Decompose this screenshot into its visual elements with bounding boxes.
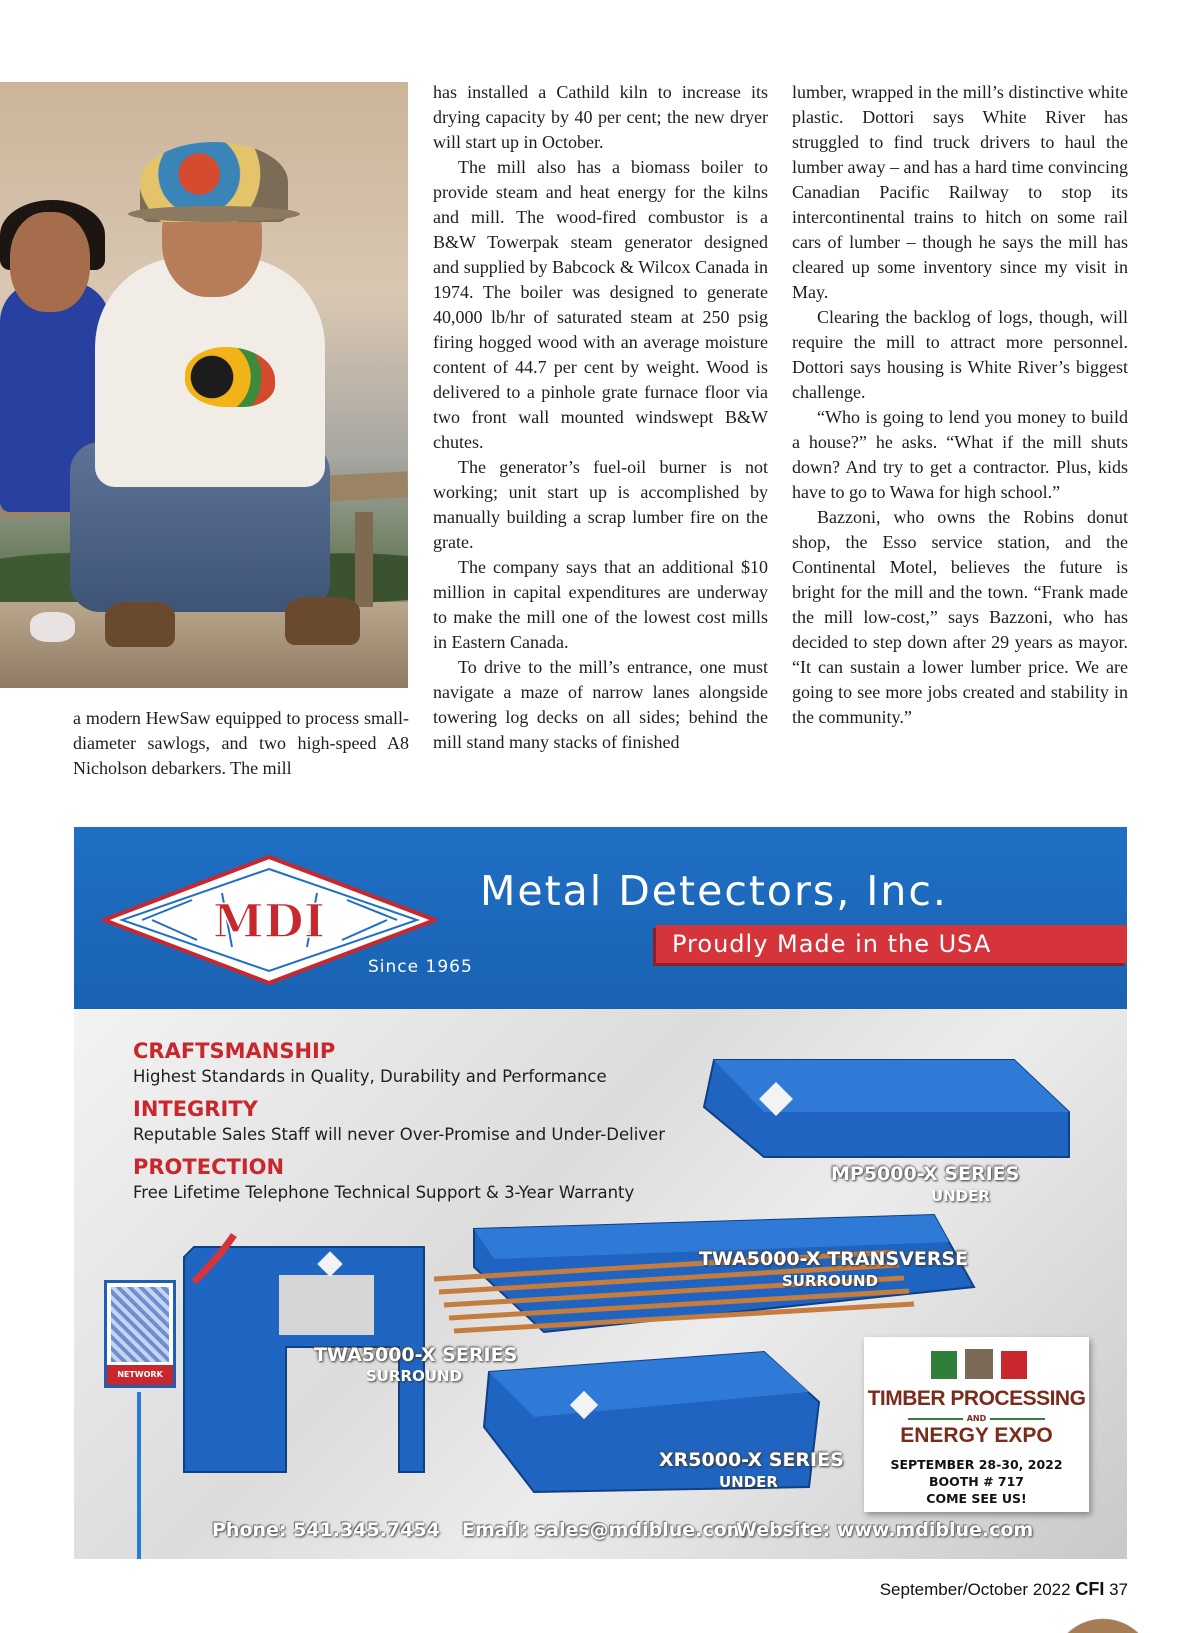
mdi-advertisement[interactable] — [74, 827, 1127, 1559]
photo-boot — [285, 597, 360, 645]
feature-text: Reputable Sales Staff will never Over-Promise and Under-Deliver — [133, 1125, 665, 1144]
sawblade-icon — [1043, 1600, 1163, 1633]
network-cable — [137, 1392, 141, 1559]
magazine-name: CFI — [1075, 1579, 1105, 1599]
twa5000-aperture — [279, 1275, 374, 1335]
issue-date: September/October 2022 — [879, 1580, 1071, 1599]
machine-name: TWA5000-X SERIES — [314, 1344, 518, 1366]
expo-box[interactable] — [864, 1337, 1089, 1512]
machine-type: UNDER — [931, 1187, 990, 1205]
photo-boot — [105, 602, 175, 647]
machine-type: SURROUND — [782, 1272, 879, 1290]
email-link[interactable]: Email: sales@mdiblue.com — [462, 1519, 747, 1541]
article-column-3 — [792, 80, 1128, 730]
paragraph: To drive to the mill’s entrance, one must navigate a maze of narrow lanes alongside towering log decks on all sides; behind the mill stand many stacks of finished — [433, 657, 768, 752]
expo-dates: SEPTEMBER 28-30, 2022 — [890, 1457, 1063, 1472]
page-footer — [880, 1579, 1128, 1600]
article-photo — [0, 82, 408, 688]
photo-sneaker — [30, 612, 75, 642]
phone-link[interactable]: Phone: 541.345.7454 — [212, 1519, 440, 1541]
feature-heading: CRAFTSMANSHIP — [133, 1039, 336, 1063]
expo-title-line1: TIMBER PROCESSING — [867, 1387, 1086, 1410]
machine-type: UNDER — [719, 1473, 778, 1491]
machine-type: SURROUND — [366, 1367, 463, 1385]
paragraph: The company says that an additional $10 million in capital expenditures are underway to make the mill one of the lowest cost mills in Eastern Canada. — [433, 557, 768, 652]
expo-and: AND — [864, 1414, 1089, 1423]
photo-hat-brim — [128, 206, 300, 222]
paragraph: Bazzoni, who owns the Robins donut shop, the Esso service station, and the Continental Motel, believes the future is bright for the mill and the town. “Frank made the mill low-cost,” says Bazzoni, who has decided to step down after 29 years as mayor. “It can sustain a lower lumber price. We are going to see more jobs created and stability in the community.” — [792, 507, 1128, 727]
paragraph: The generator’s fuel-oil burner is not working; unit start up is accomplished by manually building a scrap lumber fire on the grate. — [433, 457, 768, 552]
made-in-usa-text: Proudly Made in the USA — [672, 930, 992, 958]
expo-cta: COME SEE US! — [926, 1491, 1027, 1506]
machine-name: XR5000-X SERIES — [659, 1449, 844, 1471]
paragraph: The mill also has a biomass boiler to provide steam and heat energy for the kilns and mill. The wood-fired combustor is a B&W Towerpak steam generator designed and supplied by Babcock & Wilcox Canada in 1974. The boiler was designed to generate 40,000 lb/hr of saturated steam at 250 psig firing hogged wood with an average moisture content of 44.7 per cent by weight. Wood is delivered to a pinhole grate furnace floor via two front wall mounted windswept B&W chutes. — [433, 157, 768, 452]
feature-heading: PROTECTION — [133, 1155, 285, 1179]
article-column-2 — [433, 80, 768, 755]
paragraph: a modern HewSaw equipped to process small-diameter sawlogs, and two high-speed A8 Nicholson debarkers. The mill — [73, 708, 409, 778]
paragraph: has installed a Cathild kiln to increase its drying capacity by 40 per cent; the new dryer will start up in October. — [433, 82, 768, 152]
expo-logo-icon — [929, 1347, 1029, 1381]
page-number: 37 — [1109, 1580, 1128, 1599]
network-label: NETWORK — [107, 1365, 173, 1385]
article-column-1 — [73, 706, 409, 781]
network-icon — [111, 1287, 169, 1362]
paragraph: Clearing the backlog of logs, though, will require the mill to attract more personnel. Dottori says housing is White River’s biggest challenge. — [792, 307, 1128, 402]
expo-booth: BOOTH # 717 — [928, 1474, 1025, 1489]
ad-company-title: Metal Detectors, Inc. — [480, 867, 948, 915]
feature-heading: INTEGRITY — [133, 1097, 258, 1121]
machine-name: MP5000-X SERIES — [831, 1163, 1020, 1185]
paragraph: “Who is going to lend you money to build a house?” he asks. “What if the mill shuts down? And try to get a contractor. Plus, kids have to go to Wawa for high school.” — [792, 407, 1128, 502]
feature-text: Highest Standards in Quality, Durability and Performance — [133, 1067, 607, 1086]
photo-bench-leg — [355, 512, 373, 607]
network-badge — [104, 1280, 176, 1388]
mdi-logo-text: MDI — [212, 894, 326, 948]
since-label: Since 1965 — [368, 957, 473, 977]
feature-text: Free Lifetime Telephone Technical Support & 3-Year Warranty — [133, 1183, 635, 1202]
paragraph: lumber, wrapped in the mill’s distinctive white plastic. Dottori says White River has struggled to find truck drivers to haul the lumber away – and has a hard time convincing Canadian Pacific Railway to stop its intercontinental trains to hitch on some rail cars of lumber – though he says the mill has cleared up some inventory since my visit in May. — [792, 82, 1128, 302]
machine-name: TWA5000-X TRANSVERSE — [699, 1248, 969, 1270]
expo-title-line2: ENERGY EXPO — [900, 1424, 1053, 1447]
photo-girl-face — [10, 212, 90, 312]
website-link[interactable]: Website: www.mdiblue.com — [736, 1519, 1034, 1541]
